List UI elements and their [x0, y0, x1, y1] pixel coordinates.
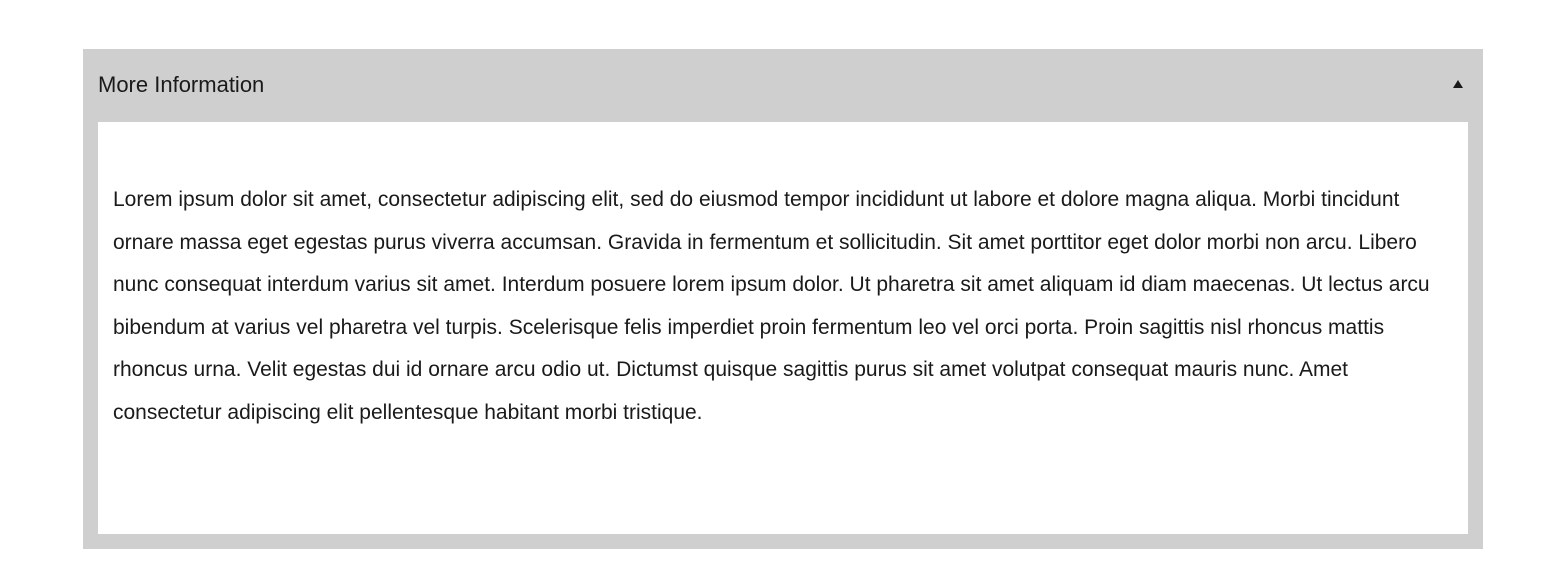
- caret-up-icon[interactable]: [1451, 77, 1465, 91]
- accordion-title: More Information: [98, 72, 265, 97]
- more-information-accordion: [83, 49, 1483, 549]
- accordion-panel: [98, 122, 1468, 534]
- accordion-body-text: Lorem ipsum dolor sit amet, consectetur adipiscing elit, sed do eiusmod tempor incididunt ut labore et dolore magna aliqua. Morbi tincidunt ornare massa eget egestas purus viverra accumsan. Gravida in fermentum et sollicitudin. Sit amet porttitor eget dolor morbi non arcu. Libero nunc consequat interdum varius sit amet. Interdum posuere lorem ipsum dolor. Ut pharetra sit amet aliquam id diam maecenas. Ut lectus arcu bibendum at varius vel pharetra vel turpis. Scelerisque felis imperdiet proin fermentum leo vel orci porta. Proin sagittis nisl rhoncus mattis rhoncus urna. Velit egestas dui id ornare arcu odio ut. Dictumst quisque sagittis purus sit amet volutpat consequat mauris nunc. Amet consectetur adipiscing elit pellentesque habitant morbi tristique.: [113, 188, 1430, 424]
- accordion-header[interactable]: [83, 49, 1483, 122]
